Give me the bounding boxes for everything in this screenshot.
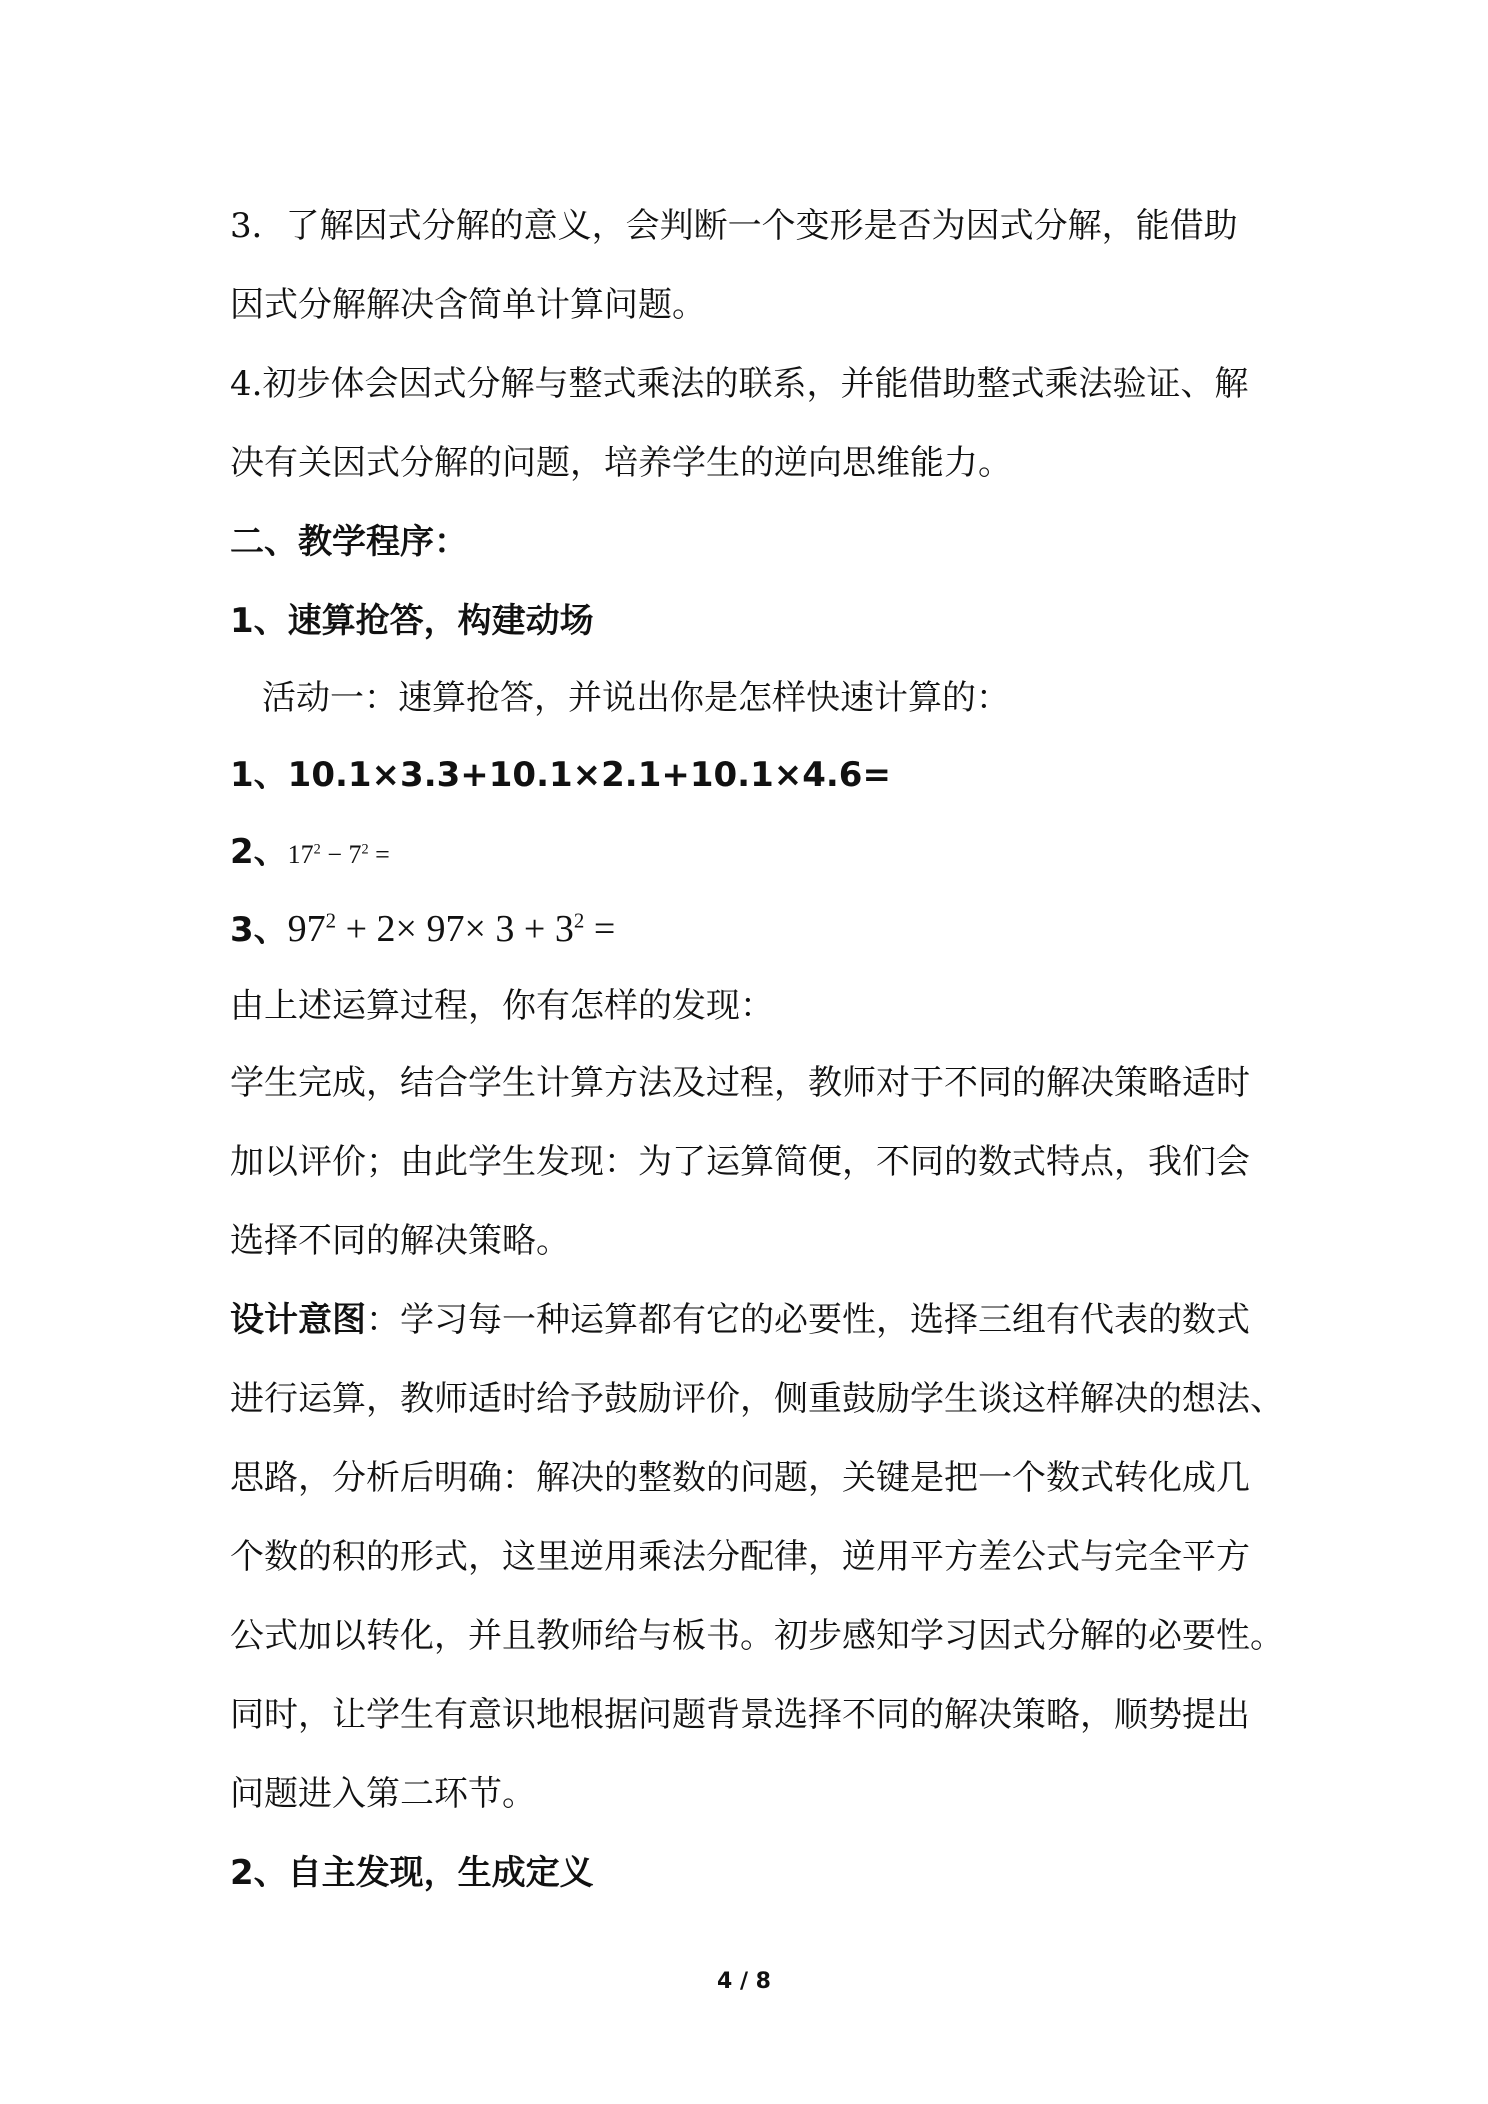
problem-3-label: 3、 [230, 910, 288, 950]
discovery-line-1: 学生完成，结合学生计算方法及过程，教师对于不同的解决策略适时 [230, 1063, 1250, 1103]
problem-2 [230, 830, 1270, 877]
problem-3-expression: $97^2 + 2\times 97\times 3 + 3^2$ = [287, 908, 616, 950]
design-intent-text: ：学习每一种运算都有它的必要性，选择三组有代表的数式 [366, 1300, 1250, 1340]
design-intent-line-3: 思路，分析后明确：解决的整数的问题，关键是把一个数式转化成几 [230, 1458, 1250, 1498]
design-intent-label: 设计意图 [230, 1300, 366, 1340]
problem-1 [230, 753, 1270, 797]
discovery-line-2: 加以评价；由此学生发现：为了运算简便，不同的数式特点，我们会 [230, 1142, 1250, 1182]
objective-3-line-1: 3．了解因式分解的意义，会判断一个变形是否为因式分解，能借助 [230, 206, 1238, 246]
problem-2-label: 2、 [230, 832, 288, 872]
design-intent-line-4: 个数的积的形式，这里逆用乘法分配律，逆用平方差公式与完全平方 [230, 1537, 1250, 1577]
problem-1-expression: 10.1×3.3+10.1×2.1+10.1×4.6= [287, 755, 891, 795]
design-intent-line-1 [230, 1298, 1270, 1342]
objective-3-line-2: 因式分解解决含简单计算问题。 [230, 285, 706, 325]
design-intent-line-5: 公式加以转化，并且教师给与板书。初步感知学习因式分解的必要性。 [230, 1616, 1284, 1656]
discovery-line-3: 选择不同的解决策略。 [230, 1221, 570, 1261]
discovery-prompt: 由上述运算过程，你有怎样的发现： [230, 986, 774, 1026]
page-number: 4 / 8 [717, 1969, 771, 1994]
step-1-heading: 1、速算抢答，构建动场 [230, 601, 594, 641]
objective-4-line-1: 4.初步体会因式分解与整式乘法的联系，并能借助整式乘法验证、解 [230, 364, 1249, 404]
section-heading-teaching-procedure: 二、教学程序： [230, 522, 468, 562]
problem-2-expression: $17^2 - 7^2$ = [287, 840, 390, 869]
design-intent-line-2: 进行运算，教师适时给予鼓励评价，侧重鼓励学生谈这样解决的想法、 [230, 1379, 1284, 1419]
step-2-heading: 2、自主发现，生成定义 [230, 1853, 594, 1893]
problem-1-label: 1、 [230, 755, 288, 795]
problem-3 [230, 907, 1270, 952]
objective-4-line-2: 决有关因式分解的问题，培养学生的逆向思维能力。 [230, 443, 1012, 483]
activity-1-prompt: 活动一：速算抢答，并说出你是怎样快速计算的： [262, 678, 1010, 718]
design-intent-line-6: 同时，让学生有意识地根据问题背景选择不同的解决策略，顺势提出 [230, 1695, 1250, 1735]
design-intent-line-7: 问题进入第二环节。 [230, 1774, 536, 1814]
